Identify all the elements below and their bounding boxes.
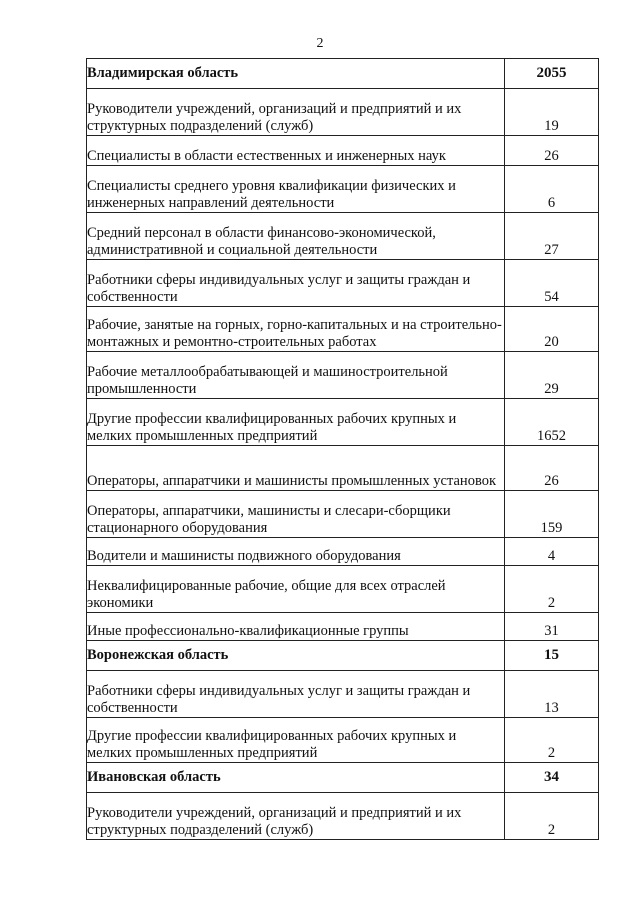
occupation-name: Рабочие металлообрабатывающей и машиностроительной промышленности bbox=[87, 352, 505, 399]
table-row bbox=[87, 671, 599, 718]
occupation-count: 2 bbox=[505, 718, 599, 763]
occupation-count: 4 bbox=[505, 538, 599, 566]
table-row bbox=[87, 446, 599, 491]
occupation-name: Водители и машинисты подвижного оборудования bbox=[87, 538, 505, 566]
region-row bbox=[87, 763, 599, 793]
table-row bbox=[87, 213, 599, 260]
table-row bbox=[87, 793, 599, 840]
occupation-name: Руководители учреждений, организаций и предприятий и их структурных подразделений (служб) bbox=[87, 793, 505, 840]
table-body bbox=[87, 59, 599, 840]
table-row bbox=[87, 399, 599, 446]
occupation-name: Специалисты в области естественных и инженерных наук bbox=[87, 136, 505, 166]
table-row bbox=[87, 566, 599, 613]
occupation-count: 6 bbox=[505, 166, 599, 213]
region-row bbox=[87, 641, 599, 671]
region-row bbox=[87, 59, 599, 89]
region-name: Ивановская область bbox=[87, 763, 505, 793]
occupation-count: 20 bbox=[505, 307, 599, 352]
region-total: 34 bbox=[505, 763, 599, 793]
table-row bbox=[87, 538, 599, 566]
region-total: 15 bbox=[505, 641, 599, 671]
occupation-count: 2 bbox=[505, 793, 599, 840]
table-row bbox=[87, 89, 599, 136]
occupation-table bbox=[86, 58, 599, 840]
page-number: 2 bbox=[316, 36, 324, 51]
occupation-count: 19 bbox=[505, 89, 599, 136]
region-name: Воронежская область bbox=[87, 641, 505, 671]
occupation-name: Рабочие, занятые на горных, горно-капитальных и на строительно-монтажных и ремонтно-строительных работах bbox=[87, 307, 505, 352]
occupation-name: Другие профессии квалифицированных рабочих крупных и мелких промышленных предприятий bbox=[87, 399, 505, 446]
occupation-count: 29 bbox=[505, 352, 599, 399]
occupation-count: 31 bbox=[505, 613, 599, 641]
table-row bbox=[87, 307, 599, 352]
occupation-name: Работники сферы индивидуальных услуг и защиты граждан и собственности bbox=[87, 260, 505, 307]
occupation-count: 26 bbox=[505, 446, 599, 491]
occupation-name: Иные профессионально-квалификационные группы bbox=[87, 613, 505, 641]
occupation-count: 13 bbox=[505, 671, 599, 718]
table-row bbox=[87, 352, 599, 399]
occupation-name: Работники сферы индивидуальных услуг и защиты граждан и собственности bbox=[87, 671, 505, 718]
region-name: Владимирская область bbox=[87, 59, 505, 89]
table-row bbox=[87, 166, 599, 213]
occupation-count: 54 bbox=[505, 260, 599, 307]
occupation-name: Операторы, аппаратчики и машинисты промышленных установок bbox=[87, 446, 505, 491]
occupation-name: Операторы, аппаратчики, машинисты и слесари-сборщики стационарного оборудования bbox=[87, 491, 505, 538]
occupation-name: Другие профессии квалифицированных рабочих крупных и мелких промышленных предприятий bbox=[87, 718, 505, 763]
table-row bbox=[87, 718, 599, 763]
occupation-count: 2 bbox=[505, 566, 599, 613]
occupation-count: 1652 bbox=[505, 399, 599, 446]
occupation-name: Неквалифицированные рабочие, общие для всех отраслей экономики bbox=[87, 566, 505, 613]
region-total: 2055 bbox=[505, 59, 599, 89]
table-row bbox=[87, 136, 599, 166]
table-row bbox=[87, 260, 599, 307]
occupation-name: Руководители учреждений, организаций и предприятий и их структурных подразделений (служб) bbox=[87, 89, 505, 136]
occupation-count: 27 bbox=[505, 213, 599, 260]
table-row bbox=[87, 613, 599, 641]
occupation-count: 26 bbox=[505, 136, 599, 166]
occupation-name: Средний персонал в области финансово-экономической, административной и социальной деятельности bbox=[87, 213, 505, 260]
occupation-name: Специалисты среднего уровня квалификации физических и инженерных направлений деятельности bbox=[87, 166, 505, 213]
occupation-count: 159 bbox=[505, 491, 599, 538]
table-row bbox=[87, 491, 599, 538]
